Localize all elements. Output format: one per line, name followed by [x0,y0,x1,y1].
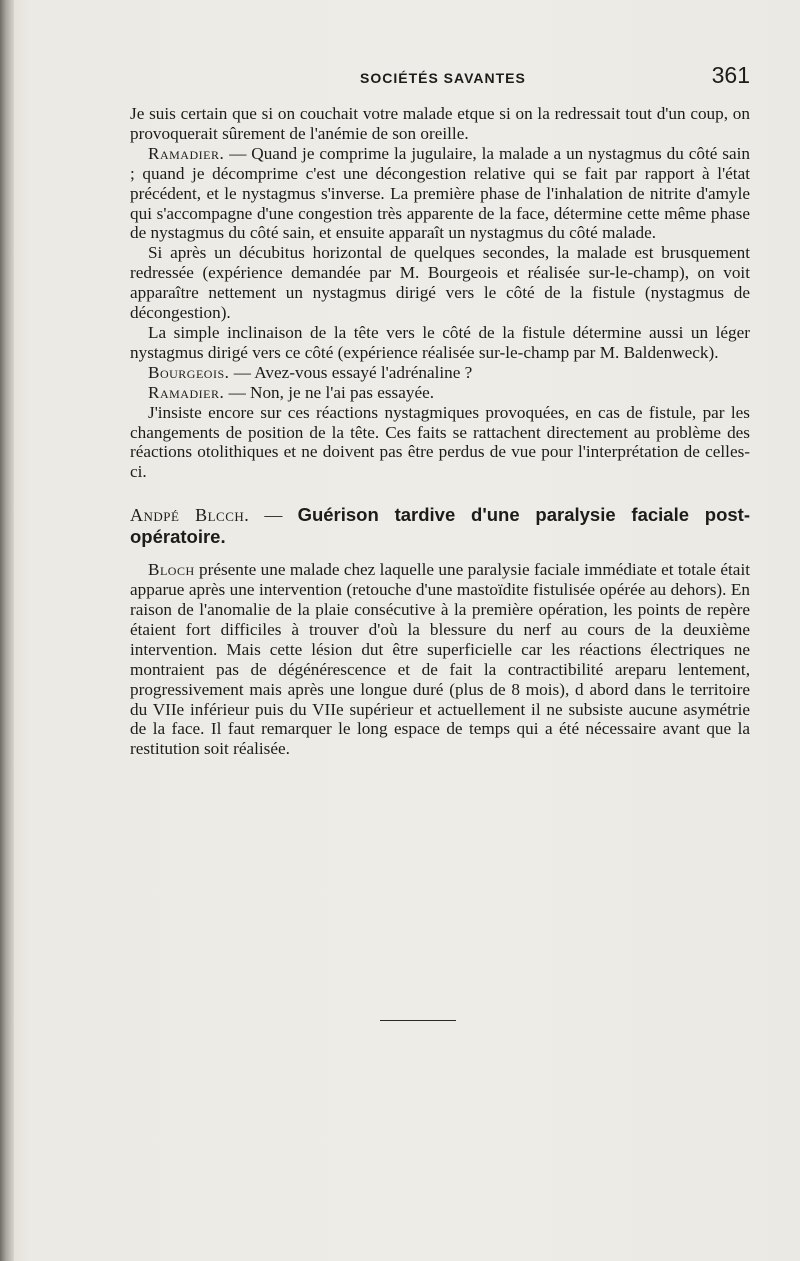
heading-dash: — [249,505,298,526]
paragraph: J'insiste encore sur ces réactions nystagmiques provoquées, en cas de fistule, par les changements de position de la tête. Ces faits se rattachent directement au problème des réactions otolithiques et ne doivent pas être perdus de vue pour l'interprétation de celles-ci. [130,402,750,482]
heading-author: Andpé Blcch. [130,505,250,526]
speaker-name: Bloch [148,560,195,580]
paragraph [130,144,750,244]
paragraph: Si après un décubitus horizontal de quelques secondes, la malade est brusquement redressée (expérience demandée par M. Bourgeois et réalisée sur-le-champ), on voit apparaître nettement un nystagmus dirigé vers le côté de la fistule (nystagmus de décongestion). [130,243,750,323]
paragraph [130,363,750,383]
paragraph-text: — Non, je ne l'ai pas essayée. [224,382,435,402]
body-text [130,104,750,759]
paragraph-text: — Quand je comprime la jugulaire, la malade a un nystagmus du côté sain ; quand je décomprime c'est une décongestion relative qui se fait par rapport à l'état précédent, et le nystagmus s'inverse. La première phase de l'inhalation de nitrite d'amyle qui s'accompagne d'une congestion très apparente de la face, détermine cette même phase de nystagmus du côté sain, et ensuite apparaît un nystagmus du côté malade. [130,143,750,243]
paragraph [130,560,750,759]
heading-title: Guérison tardive d'une paralysie faciale post-opératoire. [130,504,751,548]
speaker-name: Ramadier. [148,382,225,402]
page-number: 361 [711,62,750,88]
book-binding-edge [0,0,14,1261]
speaker-name: Ramadier. [148,143,225,163]
paragraph [130,383,750,403]
paragraph-text: présente une malade chez laquelle une paralysie faciale immédiate et totale était apparue après une intervention (retouche d'une mastoïdite fistulisée opérée au dehors). En raison de l'anomalie de la plaie consécutive à la première opération, les points de repère étaient fort difficiles à trouver d'où la blessure du nerf au cours de la deuxième intervention. Mais cette lésion dut être superficielle car les réactions électriques ne montraient pas de dégénérescence et de fait la contractibilité areparu lentement, progressivement mais après une longue duré (plus de 8 mois), d abord dans le territoire du VIIe inférieur puis du VIIe supérieur et actuellement il ne subsiste aucune asymétrie de la face. Il faut remarquer le long espace de temps qui a été nécessaire avant que la restitution soit réalisée. [130,560,750,759]
end-rule-divider [380,1020,456,1021]
paragraph: Je suis certain que si on couchait votre malade etque si on la redressait tout d'un coup, on provoquerait sûrement de l'anémie de son oreille. [130,104,750,143]
speaker-name: Bourgeois. [148,362,230,382]
paragraph: La simple inclinaison de la tête vers le côté de la fistule détermine aussi un léger nystagmus dirigé vers ce côté (expérience réalisée sur-le-champ par M. Baldenweck). [130,322,750,362]
paragraph-text: — Avez-vous essayé l'adrénaline ? [229,362,473,382]
section-heading [130,504,750,548]
running-title: SOCIÉTÉS SAVANTES [360,70,526,86]
page-header [130,62,750,92]
